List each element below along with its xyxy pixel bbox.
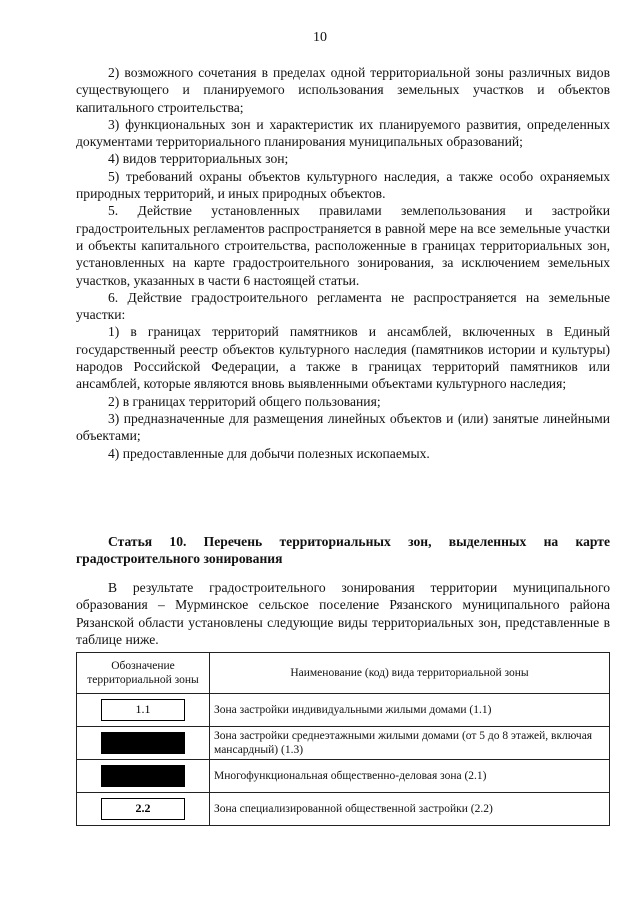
zone-code-cell — [77, 793, 210, 826]
zone-name-cell: Зона специализированной общественной застройки (2.2) — [210, 793, 610, 826]
zone-swatch: 1.3 — [101, 732, 185, 754]
paragraph: 6. Действие градостроительного регламента не распространяется на земельные участки: — [76, 289, 610, 323]
paragraph: 2) возможного сочетания в пределах одной территориальной зоны различных видов существующего и планируемого использования земельных участков и объектов капитального строительства; — [76, 65, 610, 115]
paragraph: 3) функциональных зон и характеристик их планируемого развития, определенных документами территориального планирования муниципальных образований; — [76, 116, 610, 150]
zone-swatch: 1.1 — [101, 699, 185, 721]
paragraph: 3) предназначенные для размещения линейных объектов и (или) занятые линейными объектами; — [76, 410, 610, 444]
zone-name-cell: Зона застройки среднеэтажными жилыми домами (от 5 до 8 этажей, включая мансардный) (1.3) — [210, 727, 610, 760]
zone-swatch: 2.2 — [101, 798, 185, 820]
zone-code-cell — [77, 694, 210, 727]
intro-paragraph: В результате градостроительного зонирования территории муниципального образования – Мурминское сельское поселение Рязанского муниципального района Рязанской области установлены следующие виды территориальных зон, представленные в таблице ниже. — [76, 580, 610, 647]
paragraph: 4) предоставленные для добычи полезных ископаемых. — [108, 445, 430, 461]
table-row — [77, 793, 610, 826]
zone-code-cell — [77, 727, 210, 760]
paragraph: 1) в границах территорий памятников и ансамблей, включенных в Единый государственный реестр объектов культурного наследия (памятников истории и культуры) народов Российской Федерации, а также в границах территорий памятников или ансамблей, которые являются вновь выявленными объектами культурного наследия; — [76, 324, 610, 392]
header-code: Обозначение территориальной зоны — [77, 653, 210, 694]
body-text — [76, 64, 610, 462]
table-row — [77, 694, 610, 727]
paragraph: 4) видов территориальных зон; — [108, 151, 289, 167]
paragraph: 5) требований охраны объектов культурного наследия, а также особо охраняемых природных территорий, и иных природных объектов. — [76, 168, 610, 202]
article-heading: Статья 10. Перечень территориальных зон, выделенных на карте градостроительного зонирования — [76, 534, 610, 567]
page-number: 10 — [313, 30, 327, 45]
paragraph: 5. Действие установленных правилами землепользования и застройки градостроительных регламентов распространяется в равной мере на все земельные участки и объекты капитального строительства, расположенные в границах территориальных зон, установленных на карте градостроительного зонирования, за исключением земельных участков, указанных в части 6 настоящей статьи. — [76, 203, 610, 288]
zones-table — [76, 652, 610, 826]
table-row — [77, 760, 610, 793]
zone-name-cell: Многофункциональная общественно-деловая зона (2.1) — [210, 760, 610, 793]
table-header-row — [77, 653, 610, 694]
header-name: Наименование (код) вида территориальной зоны — [210, 653, 610, 694]
zone-name-cell: Зона застройки индивидуальными жилыми домами (1.1) — [210, 694, 610, 727]
zone-code-cell — [77, 760, 210, 793]
zone-swatch: 2.1 — [101, 765, 185, 787]
article-intro — [76, 579, 610, 648]
table-row — [77, 727, 610, 760]
paragraph: 2) в границах территорий общего пользования; — [108, 393, 381, 409]
